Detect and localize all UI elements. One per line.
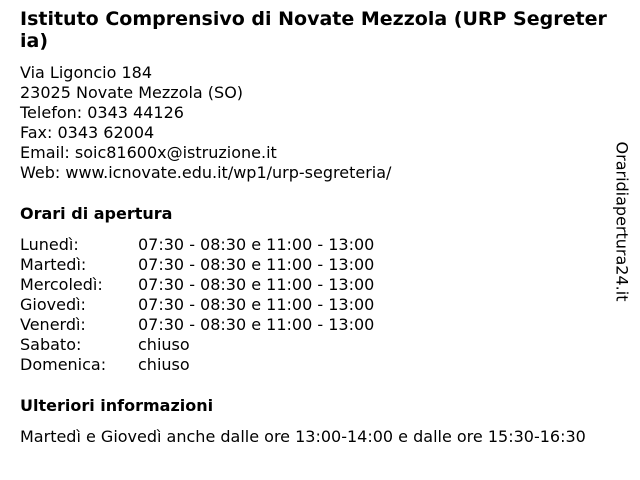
day-label: Lunedì: — [20, 235, 79, 254]
day-label: Martedì: — [20, 255, 87, 274]
address-city: 23025 Novate Mezzola (SO) — [20, 83, 244, 102]
hours-row-monday — [20, 235, 612, 255]
site-watermark — [612, 132, 632, 310]
hours-row-saturday — [20, 335, 612, 355]
hours-row-wednesday — [20, 275, 612, 295]
day-times: chiuso — [138, 335, 190, 354]
hours-row-sunday — [20, 355, 612, 375]
email-line: Email: soic81600x@istruzione.it — [20, 143, 277, 162]
day-label: Domenica: — [20, 355, 107, 374]
contact-block — [20, 63, 612, 183]
day-times: 07:30 - 08:30 e 11:00 - 13:00 — [138, 295, 375, 314]
watermark-text: Oraridiapertura24.it — [612, 141, 632, 301]
web-line: Web: www.icnovate.edu.it/wp1/urp-segreteria/ — [20, 163, 392, 182]
day-times: 07:30 - 08:30 e 11:00 - 13:00 — [138, 275, 375, 294]
day-label: Giovedì: — [20, 295, 86, 314]
page-content — [20, 8, 612, 447]
day-label: Mercoledì: — [20, 275, 103, 294]
page-title: Istituto Comprensivo di Novate Mezzola (URP Segreteria) — [20, 8, 607, 52]
opening-hours-table — [20, 235, 612, 375]
day-times: 07:30 - 08:30 e 11:00 - 13:00 — [138, 235, 375, 254]
address-street: Via Ligoncio 184 — [20, 63, 153, 82]
phone-line: Telefon: 0343 44126 — [20, 103, 184, 122]
day-times: 07:30 - 08:30 e 11:00 - 13:00 — [138, 315, 375, 334]
day-label: Venerdì: — [20, 315, 86, 334]
hours-row-friday — [20, 315, 612, 335]
fax-line: Fax: 0343 62004 — [20, 123, 155, 142]
day-label: Sabato: — [20, 335, 82, 354]
more-info-heading: Ulteriori informazioni — [20, 396, 214, 415]
opening-hours-heading: Orari di apertura — [20, 204, 173, 223]
day-times: chiuso — [138, 355, 190, 374]
more-info-text: Martedì e Giovedì anche dalle ore 13:00-14:00 e dalle ore 15:30-16:30 — [20, 427, 586, 446]
hours-row-thursday — [20, 295, 612, 315]
hours-row-tuesday — [20, 255, 612, 275]
day-times: 07:30 - 08:30 e 11:00 - 13:00 — [138, 255, 375, 274]
